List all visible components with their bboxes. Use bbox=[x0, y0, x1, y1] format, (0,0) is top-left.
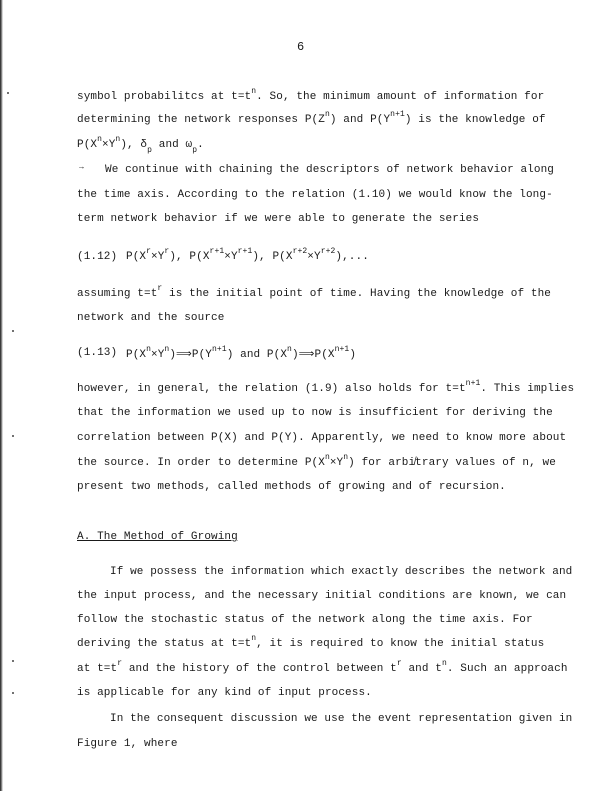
page-number: 6 bbox=[297, 40, 305, 54]
margin-arrow-mark: → bbox=[79, 163, 84, 172]
text-line: present two methods, called methods of growing and of recursion. bbox=[77, 481, 506, 493]
equation: $P(X^n\times Y^n)⟹P(Y^{n+1})$ and $P(X^n)⟹P(X^{n+1})$ bbox=[126, 345, 357, 361]
text-line: the input process, and the necessary initial conditions are known, we can bbox=[77, 590, 567, 602]
scan-speck bbox=[12, 435, 14, 437]
text-line: symbol probabilitcs at $t=t^n$. So, the minimum amount of information for bbox=[77, 87, 545, 103]
text-line: determining the network responses $P(Z^n)$ and $P(Y^{n+1})$ is the knowledge of bbox=[77, 110, 546, 126]
scan-edge-shadow bbox=[0, 0, 3, 791]
text-line: however, in general, the relation (1.9) also holds for $t=t^{n+1}$. This implies bbox=[77, 379, 575, 395]
equation: $P(X^r\times Y^r)$, $P(X^{r+1}\times Y^{r+1})$, $P(X^{r+2}\times Y^{r+2})$,... bbox=[126, 247, 369, 263]
section-heading: A. The Method of Growing bbox=[77, 531, 238, 543]
scan-speck bbox=[12, 692, 14, 694]
text-line: the time axis. According to the relation (1.10) we would know the long- bbox=[77, 189, 553, 201]
equation-label: (1.12) bbox=[77, 251, 118, 263]
scan-speck bbox=[12, 660, 14, 662]
text-line: Figure 1, where bbox=[77, 738, 178, 750]
text-line: deriving the status at $t=t^n$, it is required to know the initial status bbox=[77, 634, 545, 650]
text-line: term network behavior if we were able to generate the series bbox=[77, 213, 480, 225]
scan-speck bbox=[12, 330, 14, 332]
text-line: is applicable for any kind of input process. bbox=[77, 687, 372, 699]
text-line: $P(X^n\times Y^n)$, $\delta_p$ and $\omega_p$. bbox=[77, 135, 204, 155]
text-line: network and the source bbox=[77, 312, 225, 324]
text-line: We continue with chaining the descriptors of network behavior along bbox=[105, 164, 554, 176]
text-line: correlation between P(X) and P(Y). Apparently, we need to know more about bbox=[77, 432, 567, 444]
text-line: In the consequent discussion we use the event representation given in bbox=[110, 713, 573, 725]
text-line: that the information we used up to now is insufficient for deriving the bbox=[77, 407, 553, 419]
text-line: the source. In order to determine $P(X^n\times Y^n)$ for arbi̸trary values of n, we bbox=[77, 453, 556, 469]
text-line: at $t=t^r$ and the history of the control between $t^r$ and $t^n$. Such an approach bbox=[77, 659, 568, 675]
text-line: follow the stochastic status of the network along the time axis. For bbox=[77, 614, 533, 626]
scan-speck bbox=[7, 92, 9, 94]
equation-label: (1.13) bbox=[77, 347, 118, 359]
text-line: If we possess the information which exactly describes the network and bbox=[110, 566, 573, 578]
text-line: assuming $t=t^r$ is the initial point of time. Having the knowledge of the bbox=[77, 284, 551, 300]
